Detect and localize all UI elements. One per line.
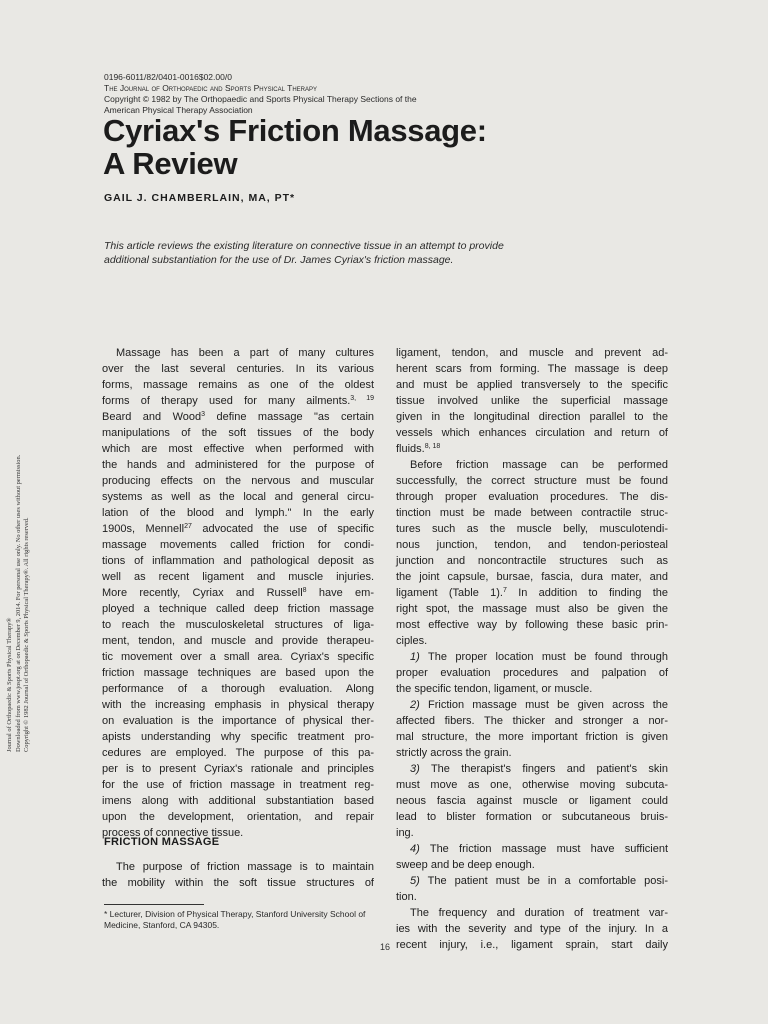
text-line: tinction must be made between contractile struc- <box>396 507 668 519</box>
text-line: mal structure, the more important friction is given <box>396 731 668 743</box>
text-line: imens along with additional substantiation based <box>102 795 374 807</box>
text-line: the joint capsule, bursae, fascia, dura mater, and <box>396 571 668 583</box>
text-line: lead to blister formation or subcutaneous bruis- <box>396 811 668 823</box>
citation: 8, 18 <box>424 443 441 450</box>
copyright-line-2: American Physical Therapy Association <box>104 105 253 115</box>
text-line: which are most effective when performed with <box>102 443 374 455</box>
text-line: Massage has been a part of many cultures <box>116 347 374 359</box>
text-line: apists understanding why specific treatment pro- <box>102 731 374 743</box>
text-line: ployed a technique called deep friction massage <box>102 603 374 615</box>
text-line: cedures are employed. The purpose of this pa- <box>102 747 374 759</box>
text-line: Beard and Wood$^3$ define massage "as certain <box>102 411 375 423</box>
side-note-line-1: Journal of Orthopaedic & Sports Physical Therapy® <box>6 617 13 752</box>
text-line: nous junction, tendon, and tendon-periosteal <box>396 539 668 551</box>
article-code: 0196-6011/82/0401-0016$02.00/0 <box>104 72 232 82</box>
left-column <box>102 345 374 841</box>
footnote: * Lecturer, Division of Physical Therapy, Stanford University School of Medicine, Stanford, CA 94305. <box>104 909 366 930</box>
principle-number: 1) <box>410 651 420 663</box>
page-number: 16 <box>380 942 391 952</box>
principle-1 <box>396 649 668 697</box>
text-line: tion. <box>396 891 417 903</box>
text-line: friction massage techniques are based upon the <box>102 667 374 679</box>
text-line: the specific tendon, ligament, or muscle. <box>396 683 593 695</box>
text-line: well as recent ligament and muscle injuries. <box>102 571 374 583</box>
text-line: most effective way by following these basic prin- <box>396 619 668 631</box>
citation: 8 <box>302 587 307 594</box>
principle-number: 5) <box>410 875 420 887</box>
text-line: 1900s, Mennell$^{27}$ advocated the use of specific <box>102 523 374 535</box>
title-line-1: Cyriax's Friction Massage: <box>103 113 487 148</box>
text-line: neous fascia against muscle or ligament could <box>396 795 668 807</box>
title-line-2: A Review <box>103 146 238 181</box>
principle-3 <box>396 761 668 841</box>
footnote-rule <box>104 904 204 905</box>
citation: 27 <box>184 523 192 530</box>
text-line: for the use of friction massage in treatment reg- <box>102 779 374 791</box>
text-line: 5) The patient must be in a comfortable posi- <box>410 875 668 887</box>
principle-number: 2) <box>410 699 420 711</box>
right-column <box>396 345 668 953</box>
text-line: tions of inflammation and pathological deposit as <box>102 555 374 567</box>
text-line: ies with the severity and type of the injury. In a <box>396 923 668 935</box>
text-line: tissue involved unlike the superficial massage <box>396 395 668 407</box>
text-line: upon the development, orientation, and repair <box>102 811 374 823</box>
text-line: with the increasing emphasis in physical therapy <box>102 699 374 711</box>
text-line: junction and noncontractile structures such as <box>396 555 668 567</box>
text-line: The frequency and duration of treatment var- <box>410 907 668 919</box>
text-line: proper evaluation procedures and palpation of <box>396 667 668 679</box>
citation: 3 <box>201 411 206 418</box>
author-name: GAIL J. CHAMBERLAIN, MA, PT* <box>104 192 296 204</box>
article-title <box>103 114 663 180</box>
text-line: affected fibers. The thicker and stronger a nor- <box>396 715 668 727</box>
text-line: ligament (Table 1).$^7$ In addition to finding the <box>396 587 668 599</box>
text-line: must move as one, otherwise moving subcuta- <box>396 779 668 791</box>
journal-name: The Journal of Orthopaedic and Sports Physical Therapy <box>104 83 317 93</box>
text-line: fluids.$^{8, 18}$ <box>396 443 441 455</box>
text-line: vessels which enhances circulation and return of <box>396 427 668 439</box>
text-line: successfully, the correct structure must be found <box>396 475 668 487</box>
text-line: on evaluation is the importance of physical ther- <box>102 715 374 727</box>
text-line: massage movements called friction for condi- <box>102 539 374 551</box>
text-line: per is to present Cyriax's rationale and principles <box>102 763 374 775</box>
text-line: systems as well as the local and general circu- <box>102 491 374 503</box>
text-line: forms of therapy used for many ailments.$^{3, 19}$ <box>102 395 374 407</box>
section-heading: FRICTION MASSAGE <box>104 836 220 848</box>
text-line: herent scars from forming. The massage is deep <box>396 363 668 375</box>
side-note-line-3: Copyright © 1982 Journal of Orthopaedic & Sports Physical Therapy®. All rights reserved. <box>23 517 30 752</box>
text-line: manipulations of the soft tissues of the body <box>102 427 374 439</box>
text-line: given in the longitudinal direction parallel to the <box>396 411 668 423</box>
text-line: tic movement over a small area. Cyriax's specific <box>102 651 374 663</box>
text-line: through proper evaluation procedures. The dis- <box>396 491 668 503</box>
text-line: 4) The friction massage must have sufficient <box>410 843 669 855</box>
text-line: to reach the musculoskeletal structures of liga- <box>102 619 374 631</box>
side-note-line-2: Downloaded from www.jospt.org at on December 9, 2014. For personal use only. No other uses without permission. <box>14 454 22 752</box>
text-line: ciples. <box>396 635 428 647</box>
text-line: More recently, Cyriax and Russell$^8$ have em- <box>102 587 374 599</box>
text-line: the hands and administered for the purpose of <box>102 459 374 471</box>
text-line: performance of a thorough evaluation. Along <box>102 683 374 695</box>
text-line: strictly across the grain. <box>396 747 512 759</box>
text-line: recent injury, i.e., ligament sprain, start daily <box>396 939 668 951</box>
text-line: forms, massage remains as one of the oldest <box>102 379 374 391</box>
citation: 3, 19 <box>350 395 374 402</box>
text-line: tures such as the muscle belly, musculotendi- <box>396 523 668 535</box>
text-line: the mobility within the soft tissue structures of <box>102 877 374 889</box>
header-meta <box>104 72 484 116</box>
text-line: lation of the blood and lymph." In the early <box>102 507 374 519</box>
copyright-line-1: Copyright © 1982 by The Orthopaedic and Sports Physical Therapy Sections of the <box>104 94 417 104</box>
abstract: This article reviews the existing literature on connective tissue in an attempt to provide additional substantiation for the use of Dr. James Cyriax's friction massage. <box>104 240 504 266</box>
left-column-continued <box>102 859 374 891</box>
text-line: ligament, tendon, and muscle and prevent ad- <box>396 347 668 359</box>
text-line: process of connective tissue. <box>102 827 244 839</box>
principle-number: 4) <box>410 843 420 855</box>
text-line: sweep and be deep enough. <box>396 859 535 871</box>
principle-4 <box>396 841 668 873</box>
text-line: Before friction massage can be performed <box>410 459 668 471</box>
text-line: 1) The proper location must be found through <box>410 651 668 663</box>
text-line: producing effects on the nervous and muscular <box>102 475 374 487</box>
text-line: over the last several centuries. In its various <box>102 363 374 375</box>
text-line: ing. <box>396 827 414 839</box>
text-line: 3) The therapist's fingers and patient's skin <box>410 763 668 775</box>
text-line: right spot, the massage must also be given the <box>396 603 668 615</box>
principle-2 <box>396 697 668 761</box>
text-line: ment, tendon, and muscle and provide therapeu- <box>102 635 374 647</box>
principle-5 <box>396 873 668 905</box>
text-line: 2) Friction massage must be given across the <box>410 699 669 711</box>
citation: 7 <box>502 587 507 594</box>
text-line: and must be applied transversely to the specific <box>396 379 668 391</box>
side-download-note <box>6 352 46 752</box>
text-line: The purpose of friction massage is to maintain <box>116 861 374 873</box>
principle-number: 3) <box>410 763 420 775</box>
